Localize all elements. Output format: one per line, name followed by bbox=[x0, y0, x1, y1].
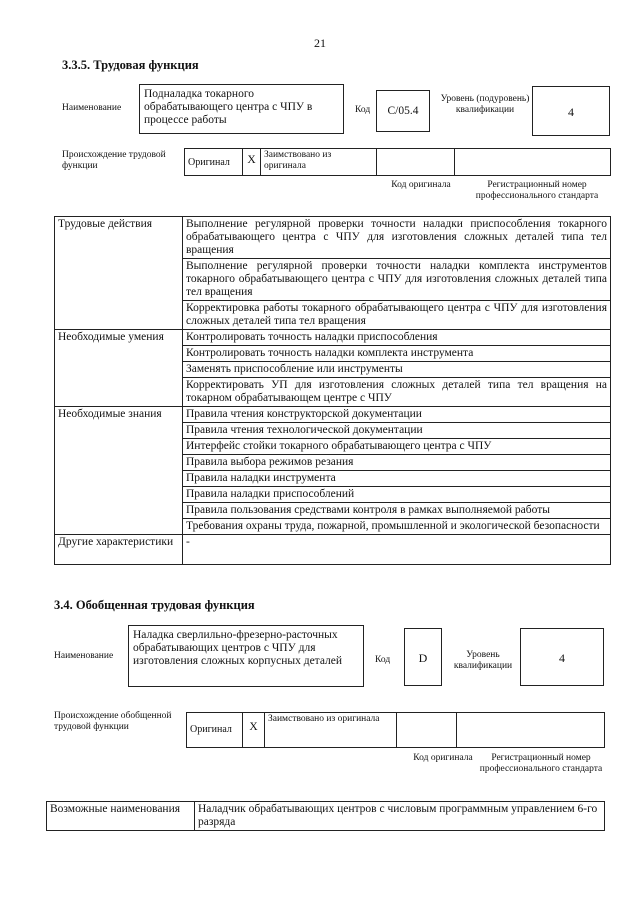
skill-item: Контролировать точность наладки приспособления bbox=[183, 330, 611, 346]
other-characteristics-label: Другие характеристики bbox=[55, 535, 183, 565]
labor-actions-label: Трудовые действия bbox=[55, 217, 183, 330]
skill-item: Корректировать УП для изготовления сложных деталей типа тел вращения на токарном обрабатывающем центре с ЧПУ bbox=[183, 378, 611, 407]
name-label-2: Наименование bbox=[54, 651, 114, 661]
reg-number-caption: Регистрационный номер профессионального стандарта bbox=[475, 180, 599, 201]
borrowed-label: Заимствовано из оригинала bbox=[261, 149, 377, 176]
code-label-2: Код bbox=[375, 655, 391, 665]
labor-function-table bbox=[54, 216, 611, 565]
reg-number-caption-2: Регистрационный номер профессионального стандарта bbox=[479, 753, 603, 774]
level-value-2: 4 bbox=[559, 651, 565, 665]
code-original-cell bbox=[377, 149, 455, 176]
labor-action-item: Выполнение регулярной проверки точности наладки приспособления токарного обрабатывающего центра с ЧПУ для изготовления сложных деталей типа тел вращения bbox=[183, 217, 611, 259]
code-original-caption: Код оригинала bbox=[391, 180, 451, 190]
level-value: 4 bbox=[568, 105, 574, 119]
level-label-2: Уровень квалификации bbox=[453, 650, 513, 671]
origin-label-2: Происхождение обобщенной трудовой функции bbox=[54, 711, 172, 732]
knowledge-item: Правила пользования средствами контроля в рамках выполняемой работы bbox=[183, 503, 611, 519]
code-value-box-2 bbox=[404, 628, 442, 686]
level-value-box-2 bbox=[520, 628, 604, 686]
knowledge-item: Правила чтения технологической документации bbox=[183, 423, 611, 439]
code-label: Код bbox=[355, 105, 371, 115]
knowledge-item: Правила выбора режимов резания bbox=[183, 455, 611, 471]
original-mark: X bbox=[243, 149, 261, 176]
knowledge-item: Правила чтения конструкторской документации bbox=[183, 407, 611, 423]
knowledge-item: Требования охраны труда, пожарной, промышленной и экологической безопасности bbox=[183, 519, 611, 535]
labor-action-item: Выполнение регулярной проверки точности наладки комплекта инструментов токарного обрабатывающего центра с ЧПУ для изготовления сложных деталей типа тел вращения bbox=[183, 259, 611, 301]
section-title-3-4: 3.4. Обобщенная трудовая функция bbox=[54, 598, 255, 612]
skill-item: Контролировать точность наладки комплекта инструмента bbox=[183, 346, 611, 362]
borrowed-label-2: Заимствовано из оригинала bbox=[265, 713, 397, 748]
name-value-box-2 bbox=[128, 625, 364, 687]
code-value: C/05.4 bbox=[387, 105, 419, 117]
reg-number-cell bbox=[455, 149, 611, 176]
original-label-2: Оригинал bbox=[187, 713, 243, 748]
labor-action-item: Корректировка работы токарного обрабатывающего центра с ЧПУ для изготовления сложных деталей типа тел вращения bbox=[183, 301, 611, 330]
name-value: Подналадка токарного обрабатывающего центра с ЧПУ в процессе работы bbox=[144, 88, 313, 126]
name-label: Наименование bbox=[62, 103, 122, 113]
other-characteristics-value: - bbox=[183, 535, 611, 565]
knowledge-item: Правила наладки приспособлений bbox=[183, 487, 611, 503]
code-value-box bbox=[376, 90, 430, 132]
code-original-cell-2 bbox=[397, 713, 457, 748]
section-title-3-3-5: 3.3.5. Трудовая функция bbox=[62, 58, 199, 72]
level-label: Уровень (подуровень) квалификации bbox=[440, 94, 530, 115]
page-number: 21 bbox=[314, 36, 326, 50]
possible-names-value: Наладчик обрабатывающих центров с числовым программным управлением 6-го разряда bbox=[195, 802, 605, 831]
origin-table-2 bbox=[186, 712, 605, 748]
skills-label: Необходимые умения bbox=[55, 330, 183, 407]
knowledge-item: Правила наладки инструмента bbox=[183, 471, 611, 487]
name-value-2: Наладка сверлильно-фрезерно-расточных обрабатывающих центров с ЧПУ для изготовления сложных корпусных деталей bbox=[133, 629, 343, 667]
skill-item: Заменять приспособление или инструменты bbox=[183, 362, 611, 378]
original-mark-2: X bbox=[243, 713, 265, 748]
level-value-box bbox=[532, 86, 610, 136]
name-value-box bbox=[139, 84, 344, 134]
code-original-caption-2: Код оригинала bbox=[413, 753, 473, 763]
possible-names-table bbox=[46, 801, 605, 831]
possible-names-label: Возможные наименования bbox=[47, 802, 195, 831]
knowledge-label: Необходимые знания bbox=[55, 407, 183, 535]
knowledge-item: Интерфейс стойки токарного обрабатывающего центра с ЧПУ bbox=[183, 439, 611, 455]
reg-number-cell-2 bbox=[457, 713, 605, 748]
code-value-2: D bbox=[418, 651, 428, 665]
origin-label: Происхождение трудовой функции bbox=[62, 150, 166, 171]
original-label: Оригинал bbox=[185, 149, 243, 176]
origin-table bbox=[184, 148, 611, 176]
